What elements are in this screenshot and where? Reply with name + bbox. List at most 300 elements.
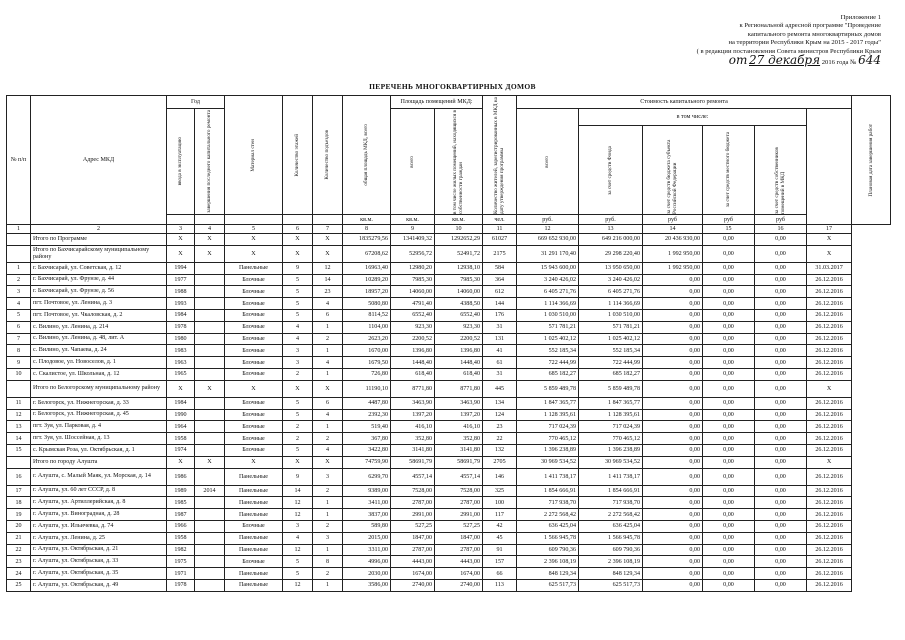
residents-cell: 23 bbox=[483, 421, 517, 433]
year-commission-cell: 1978 bbox=[167, 579, 195, 591]
residents-cell: 124 bbox=[483, 409, 517, 421]
wall-material-cell: Блочные bbox=[225, 433, 283, 445]
year-commission-cell: 1994 bbox=[167, 262, 195, 274]
residents-cell: 612 bbox=[483, 286, 517, 298]
year-repair-cell bbox=[195, 309, 225, 321]
column-number: 7 bbox=[313, 225, 343, 234]
residents-cell: 41 bbox=[483, 345, 517, 357]
residents-cell: 22 bbox=[483, 433, 517, 445]
total-area-cell: 4487,80 bbox=[343, 397, 391, 409]
cost-owners-cell: 0,00 bbox=[755, 274, 807, 286]
completion-date-cell: 26.12.2016 bbox=[807, 520, 852, 532]
wall-material-cell: X bbox=[225, 245, 283, 262]
cost-total-cell: 669 652 930,00 bbox=[517, 234, 579, 246]
unit-cell: руб. bbox=[579, 215, 643, 225]
cost-budget-cell: 20 436 930,00 bbox=[643, 234, 703, 246]
year-repair-cell bbox=[195, 333, 225, 345]
wall-material-cell: Блочные bbox=[225, 286, 283, 298]
cost-budget-cell: 0,00 bbox=[643, 579, 703, 591]
table-row bbox=[7, 274, 891, 286]
completion-date-cell: 26.12.2016 bbox=[807, 485, 852, 497]
entrances-cell: 3 bbox=[313, 532, 343, 544]
area-private-cell: 416,10 bbox=[435, 421, 483, 433]
total-area-cell: 18957,20 bbox=[343, 286, 391, 298]
cost-owners-cell: 0,00 bbox=[755, 286, 807, 298]
floors-cell: 5 bbox=[283, 286, 313, 298]
cost-owners-cell: 0,00 bbox=[755, 262, 807, 274]
unit-cell: чел. bbox=[483, 215, 517, 225]
cost-budget-cell: 0,00 bbox=[643, 509, 703, 521]
area-private-cell: 527,25 bbox=[435, 520, 483, 532]
entrances-cell: 14 bbox=[313, 274, 343, 286]
wall-material-cell: Блочные bbox=[225, 357, 283, 369]
year-repair-cell bbox=[195, 520, 225, 532]
floors-cell: 3 bbox=[283, 345, 313, 357]
area-private-cell: 52491,72 bbox=[435, 245, 483, 262]
header-floors: Количество этажей bbox=[283, 96, 313, 215]
year-repair-cell bbox=[195, 345, 225, 357]
cost-budget-cell: 0,00 bbox=[643, 409, 703, 421]
cost-total-cell: 5 859 489,78 bbox=[517, 380, 579, 397]
year-repair-cell bbox=[195, 444, 225, 456]
column-number: 16 bbox=[755, 225, 807, 234]
cost-local-cell: 0,00 bbox=[703, 286, 755, 298]
floors-cell: X bbox=[283, 234, 313, 246]
cost-total-cell: 770 465,12 bbox=[517, 433, 579, 445]
cost-budget-cell: 1 992 950,00 bbox=[643, 245, 703, 262]
wall-material-cell: Блочные bbox=[225, 556, 283, 568]
wall-material-cell: Панельные bbox=[225, 509, 283, 521]
area-private-cell: 2787,00 bbox=[435, 497, 483, 509]
cost-local-cell: 0,00 bbox=[703, 380, 755, 397]
completion-date-cell: 26.12.2016 bbox=[807, 309, 852, 321]
cost-local-cell: 0,00 bbox=[703, 309, 755, 321]
entrances-cell: 1 bbox=[313, 544, 343, 556]
header-year-commission: ввода в эксплуатацию bbox=[167, 109, 195, 215]
area-private-cell: 618,40 bbox=[435, 368, 483, 380]
entrances-cell: 4 bbox=[313, 444, 343, 456]
total-area-cell: 2623,20 bbox=[343, 333, 391, 345]
completion-date-cell: 31.03.2017 bbox=[807, 262, 852, 274]
year-commission-cell: 1963 bbox=[167, 357, 195, 369]
table-row bbox=[7, 298, 891, 310]
table-row bbox=[7, 309, 891, 321]
year-commission-cell: 1958 bbox=[167, 433, 195, 445]
wall-material-cell: X bbox=[225, 456, 283, 468]
total-area-cell: 8114,52 bbox=[343, 309, 391, 321]
cost-total-cell: 2 272 568,42 bbox=[517, 509, 579, 521]
area-total-cell: 12980,20 bbox=[391, 262, 435, 274]
completion-date-cell: 26.12.2016 bbox=[807, 409, 852, 421]
header-year-group: Год bbox=[167, 96, 225, 109]
cost-local-cell: 0,00 bbox=[703, 579, 755, 591]
entrances-cell: 2 bbox=[313, 568, 343, 580]
address-cell: пгт. Почтовое, ул. Чкаловская, д. 2 bbox=[31, 309, 167, 321]
row-number: 7 bbox=[7, 333, 31, 345]
completion-date-cell: 26.12.2016 bbox=[807, 544, 852, 556]
area-total-cell: 52956,72 bbox=[391, 245, 435, 262]
entrances-cell: 2 bbox=[313, 333, 343, 345]
cost-fund-cell: 6 405 271,76 bbox=[579, 286, 643, 298]
cost-budget-cell: 0,00 bbox=[643, 520, 703, 532]
row-number bbox=[7, 380, 31, 397]
cost-total-cell: 1 847 365,77 bbox=[517, 397, 579, 409]
floors-cell: 5 bbox=[283, 556, 313, 568]
column-number: 15 bbox=[703, 225, 755, 234]
wall-material-cell: Блочные bbox=[225, 309, 283, 321]
table-body bbox=[7, 234, 891, 592]
wall-material-cell: Панельные bbox=[225, 262, 283, 274]
area-total-cell: 1674,00 bbox=[391, 568, 435, 580]
address-cell: Итого по городу Алушта bbox=[31, 456, 167, 468]
area-total-cell: 1341409,32 bbox=[391, 234, 435, 246]
units-blank bbox=[225, 215, 283, 225]
table-row bbox=[7, 556, 891, 568]
floors-cell: 14 bbox=[283, 485, 313, 497]
cost-fund-cell: 636 425,04 bbox=[579, 520, 643, 532]
table-row bbox=[7, 568, 891, 580]
cost-local-cell: 0,00 bbox=[703, 357, 755, 369]
cost-local-cell: 0,00 bbox=[703, 274, 755, 286]
floors-cell: 3 bbox=[283, 520, 313, 532]
wall-material-cell: Блочные bbox=[225, 333, 283, 345]
wall-material-cell: Панельные bbox=[225, 468, 283, 485]
entrances-cell: 4 bbox=[313, 298, 343, 310]
cost-budget-cell: 0,00 bbox=[643, 357, 703, 369]
cost-total-cell: 1 411 738,17 bbox=[517, 468, 579, 485]
area-total-cell: 3141,80 bbox=[391, 444, 435, 456]
unit-cell: кв.м. bbox=[343, 215, 391, 225]
cost-owners-cell: 0,00 bbox=[755, 544, 807, 556]
floors-cell: 5 bbox=[283, 568, 313, 580]
residents-cell: 91 bbox=[483, 544, 517, 556]
annex-header bbox=[551, 14, 881, 67]
cost-local-cell: 0,00 bbox=[703, 397, 755, 409]
cost-owners-cell: 0,00 bbox=[755, 532, 807, 544]
residents-cell: 45 bbox=[483, 532, 517, 544]
cost-budget-cell: 0,00 bbox=[643, 556, 703, 568]
column-number: 1 bbox=[7, 225, 31, 234]
cost-total-cell: 571 781,21 bbox=[517, 321, 579, 333]
year-commission-cell: 1987 bbox=[167, 509, 195, 521]
year-repair-cell bbox=[195, 421, 225, 433]
year-commission-cell: 1971 bbox=[167, 568, 195, 580]
wall-material-cell: Панельные bbox=[225, 532, 283, 544]
cost-local-cell: 0,00 bbox=[703, 444, 755, 456]
total-area-cell: 1670,00 bbox=[343, 345, 391, 357]
entrances-cell: 4 bbox=[313, 357, 343, 369]
row-number: 10 bbox=[7, 368, 31, 380]
table-row bbox=[7, 345, 891, 357]
cost-budget-cell: 0,00 bbox=[643, 397, 703, 409]
year-repair-cell: X bbox=[195, 456, 225, 468]
row-number: 18 bbox=[7, 497, 31, 509]
entrances-cell: 2 bbox=[313, 520, 343, 532]
cost-owners-cell: 0,00 bbox=[755, 409, 807, 421]
address-cell: пгт. Зуя, ул. Парковая, д. 4 bbox=[31, 421, 167, 433]
cost-budget-cell: 0,00 bbox=[643, 568, 703, 580]
table-row bbox=[7, 497, 891, 509]
header-area-group: Площадь помещений МКД: bbox=[391, 96, 483, 109]
table-row bbox=[7, 397, 891, 409]
cost-total-cell: 1 854 666,91 bbox=[517, 485, 579, 497]
completion-date-cell: 26.12.2016 bbox=[807, 433, 852, 445]
cost-fund-cell: 1 030 510,00 bbox=[579, 309, 643, 321]
area-total-cell: 14060,00 bbox=[391, 286, 435, 298]
header-cost-group: Стоимость капитального ремонта bbox=[517, 96, 852, 109]
entrances-cell: 1 bbox=[313, 368, 343, 380]
total-area-cell: 3411,00 bbox=[343, 497, 391, 509]
cost-local-cell: 0,00 bbox=[703, 456, 755, 468]
cost-fund-cell: 1 854 666,91 bbox=[579, 485, 643, 497]
residents-cell: 100 bbox=[483, 497, 517, 509]
wall-material-cell: Блочные bbox=[225, 368, 283, 380]
unit-cell: кв.м. bbox=[391, 215, 435, 225]
cost-total-cell: 3 240 426,02 bbox=[517, 274, 579, 286]
year-repair-cell bbox=[195, 357, 225, 369]
year-repair-cell bbox=[195, 544, 225, 556]
subtotal-row bbox=[7, 245, 891, 262]
column-number: 3 bbox=[167, 225, 195, 234]
cost-budget-cell: 0,00 bbox=[643, 433, 703, 445]
floors-cell: 5 bbox=[283, 397, 313, 409]
entrances-cell: 1 bbox=[313, 509, 343, 521]
total-area-cell: 74759,90 bbox=[343, 456, 391, 468]
table-row bbox=[7, 333, 891, 345]
cost-budget-cell: 1 992 950,00 bbox=[643, 262, 703, 274]
total-area-cell: 6299,70 bbox=[343, 468, 391, 485]
cost-owners-cell: 0,00 bbox=[755, 485, 807, 497]
wall-material-cell: Блочные bbox=[225, 298, 283, 310]
cost-owners-cell: 0,00 bbox=[755, 380, 807, 397]
year-commission-cell: 1982 bbox=[167, 544, 195, 556]
annex-line: ( в редакции постановления Совета министров Республики Крым bbox=[696, 47, 881, 55]
area-total-cell: 58691,79 bbox=[391, 456, 435, 468]
residents-cell: 176 bbox=[483, 309, 517, 321]
year-commission-cell: 1964 bbox=[167, 421, 195, 433]
column-number: 6 bbox=[283, 225, 313, 234]
completion-date-cell: 26.12.2016 bbox=[807, 509, 852, 521]
cost-owners-cell: 0,00 bbox=[755, 444, 807, 456]
row-number: 5 bbox=[7, 309, 31, 321]
annex-line: на территории Республики Крым на 2015 - 2017 годы" bbox=[728, 39, 881, 47]
header-cost-local: за счет средств местного бюджета bbox=[703, 126, 755, 215]
header-wall-material: Материал стен bbox=[225, 96, 283, 215]
row-number bbox=[7, 234, 31, 246]
cost-local-cell: 0,00 bbox=[703, 497, 755, 509]
cost-total-cell: 30 969 534,52 bbox=[517, 456, 579, 468]
row-number: 21 bbox=[7, 532, 31, 544]
total-area-cell: 11190,10 bbox=[343, 380, 391, 397]
floors-cell: X bbox=[283, 456, 313, 468]
total-area-cell: 519,40 bbox=[343, 421, 391, 433]
total-area-cell: 589,80 bbox=[343, 520, 391, 532]
residents-cell: 134 bbox=[483, 397, 517, 409]
residents-cell: 2705 bbox=[483, 456, 517, 468]
area-private-cell: 1847,00 bbox=[435, 532, 483, 544]
completion-date-cell: 26.12.2016 bbox=[807, 397, 852, 409]
address-cell: г. Белогорск, ул. Нижнегорская, д. 33 bbox=[31, 397, 167, 409]
cost-budget-cell: 0,00 bbox=[643, 544, 703, 556]
floors-cell: X bbox=[283, 380, 313, 397]
header-cost-fund: за счет средств Фонда bbox=[579, 126, 643, 215]
cost-owners-cell: 0,00 bbox=[755, 579, 807, 591]
year-commission-cell: 1974 bbox=[167, 444, 195, 456]
completion-date-cell: X bbox=[807, 456, 852, 468]
cost-fund-cell: 722 444,99 bbox=[579, 357, 643, 369]
cost-budget-cell: 0,00 bbox=[643, 321, 703, 333]
address-cell: г. Алушта, ул. Октябрьская, д. 49 bbox=[31, 579, 167, 591]
header-residents: Количество жителей, зарегистрированных в МКД на дату утверждения программы bbox=[483, 96, 517, 215]
row-number: 1 bbox=[7, 262, 31, 274]
floors-cell: 2 bbox=[283, 368, 313, 380]
completion-date-cell: 26.12.2016 bbox=[807, 368, 852, 380]
wall-material-cell: Блочные bbox=[225, 321, 283, 333]
annex-line: к Региональной адресной программе "Проведение bbox=[739, 22, 881, 30]
entrances-cell: 1 bbox=[313, 579, 343, 591]
area-total-cell: 7528,00 bbox=[391, 485, 435, 497]
cost-owners-cell: 0,00 bbox=[755, 333, 807, 345]
completion-date-cell: 26.12.2016 bbox=[807, 286, 852, 298]
completion-date-cell: 26.12.2016 bbox=[807, 497, 852, 509]
table-row bbox=[7, 509, 891, 521]
year-commission-cell: 1990 bbox=[167, 409, 195, 421]
cost-local-cell: 0,00 bbox=[703, 520, 755, 532]
year-repair-cell bbox=[195, 468, 225, 485]
cost-fund-cell: 2 396 108,19 bbox=[579, 556, 643, 568]
residents-cell: 325 bbox=[483, 485, 517, 497]
cost-local-cell: 0,00 bbox=[703, 433, 755, 445]
year-repair-cell bbox=[195, 497, 225, 509]
completion-date-cell: 26.12.2016 bbox=[807, 321, 852, 333]
area-total-cell: 923,30 bbox=[391, 321, 435, 333]
area-total-cell: 8771,80 bbox=[391, 380, 435, 397]
floors-cell: 5 bbox=[283, 309, 313, 321]
header-area-private: в том числе жилых помещений, находящихся в собственности граждан bbox=[435, 109, 483, 215]
entrances-cell: 1 bbox=[313, 421, 343, 433]
year-repair-cell bbox=[195, 509, 225, 521]
header-total-area: общая площадь МКД, всего bbox=[343, 96, 391, 215]
cost-local-cell: 0,00 bbox=[703, 368, 755, 380]
cost-owners-cell: 0,00 bbox=[755, 357, 807, 369]
cost-total-cell: 722 444,99 bbox=[517, 357, 579, 369]
cost-owners-cell: 0,00 bbox=[755, 509, 807, 521]
cost-fund-cell: 13 950 650,00 bbox=[579, 262, 643, 274]
floors-cell: 4 bbox=[283, 532, 313, 544]
floors-cell: X bbox=[283, 245, 313, 262]
entrances-cell: X bbox=[313, 380, 343, 397]
entrances-cell: 2 bbox=[313, 433, 343, 445]
cost-total-cell: 1 030 510,00 bbox=[517, 309, 579, 321]
area-total-cell: 6552,40 bbox=[391, 309, 435, 321]
units-blank bbox=[313, 215, 343, 225]
cost-budget-cell: 0,00 bbox=[643, 444, 703, 456]
units-blank bbox=[167, 215, 195, 225]
residents-cell: 117 bbox=[483, 509, 517, 521]
row-number: 15 bbox=[7, 444, 31, 456]
column-number: 2 bbox=[31, 225, 167, 234]
table-row bbox=[7, 262, 891, 274]
floors-cell: 4 bbox=[283, 321, 313, 333]
document-title: ПЕРЕЧЕНЬ МНОГОКВАРТИРНЫХ ДОМОВ bbox=[369, 82, 536, 91]
address-cell: с. Крымская Роза, ул. Октябрьская, д. 1 bbox=[31, 444, 167, 456]
wall-material-cell: X bbox=[225, 234, 283, 246]
year-commission-cell: 1980 bbox=[167, 333, 195, 345]
year-label: 2016 года № bbox=[821, 59, 857, 67]
row-number: 19 bbox=[7, 509, 31, 521]
cost-fund-cell: 2 272 568,42 bbox=[579, 509, 643, 521]
cost-total-cell: 2 396 108,19 bbox=[517, 556, 579, 568]
row-number: 2 bbox=[7, 274, 31, 286]
row-number bbox=[7, 245, 31, 262]
floors-cell: 3 bbox=[283, 357, 313, 369]
area-total-cell: 1448,40 bbox=[391, 357, 435, 369]
completion-date-cell: 26.12.2016 bbox=[807, 421, 852, 433]
residents-cell: 61 bbox=[483, 357, 517, 369]
row-number: 14 bbox=[7, 433, 31, 445]
address-cell: г. Белогорск, ул. Нижнегорская, д. 45 bbox=[31, 409, 167, 421]
year-repair-cell bbox=[195, 579, 225, 591]
completion-date-cell: X bbox=[807, 245, 852, 262]
residents-cell: 31 bbox=[483, 321, 517, 333]
cost-local-cell: 0,00 bbox=[703, 556, 755, 568]
column-number: 14 bbox=[643, 225, 703, 234]
cost-total-cell: 552 185,34 bbox=[517, 345, 579, 357]
completion-date-cell: X bbox=[807, 380, 852, 397]
cost-total-cell: 717 938,70 bbox=[517, 497, 579, 509]
area-private-cell: 12938,10 bbox=[435, 262, 483, 274]
row-number: 23 bbox=[7, 556, 31, 568]
area-private-cell: 3463,90 bbox=[435, 397, 483, 409]
wall-material-cell: Блочные bbox=[225, 520, 283, 532]
area-total-cell: 3463,90 bbox=[391, 397, 435, 409]
row-number: 20 bbox=[7, 520, 31, 532]
unit-cell: руб. bbox=[517, 215, 579, 225]
total-area-cell: 1679,50 bbox=[343, 357, 391, 369]
address-cell: г. Алушта, ул. Ильичевка, д. 74 bbox=[31, 520, 167, 532]
entrances-cell: 12 bbox=[313, 262, 343, 274]
cost-budget-cell: 0,00 bbox=[643, 421, 703, 433]
cost-fund-cell: 1 396 238,89 bbox=[579, 444, 643, 456]
header-address: Адрес МКД bbox=[31, 96, 167, 225]
cost-owners-cell: 0,00 bbox=[755, 397, 807, 409]
total-area-cell: 16963,40 bbox=[343, 262, 391, 274]
area-total-cell: 2200,52 bbox=[391, 333, 435, 345]
year-commission-cell: 1977 bbox=[167, 274, 195, 286]
row-number: 3 bbox=[7, 286, 31, 298]
cost-total-cell: 1 128 395,61 bbox=[517, 409, 579, 421]
row-number: 6 bbox=[7, 321, 31, 333]
year-repair-cell: X bbox=[195, 245, 225, 262]
cost-owners-cell: 0,00 bbox=[755, 298, 807, 310]
wall-material-cell: Панельные bbox=[225, 497, 283, 509]
header-area-total: всего bbox=[391, 109, 435, 215]
cost-local-cell: 0,00 bbox=[703, 544, 755, 556]
year-commission-cell: 1975 bbox=[167, 556, 195, 568]
annex-line: Приложение 1 bbox=[840, 14, 881, 21]
unit-cell: руб bbox=[703, 215, 755, 225]
area-total-cell: 4557,14 bbox=[391, 468, 435, 485]
cost-budget-cell: 0,00 bbox=[643, 345, 703, 357]
table-row bbox=[7, 286, 891, 298]
year-commission-cell: 1966 bbox=[167, 520, 195, 532]
cost-total-cell: 1 114 366,69 bbox=[517, 298, 579, 310]
address-cell: пгт. Зуя, ул. Шоссейная, д. 13 bbox=[31, 433, 167, 445]
cost-local-cell: 0,00 bbox=[703, 532, 755, 544]
wall-material-cell: Блочные bbox=[225, 409, 283, 421]
address-cell: г. Алушта, ул. Октябрьская, д. 33 bbox=[31, 556, 167, 568]
address-cell: с. Вилино, ул. Ленина, д. 48, лит. А bbox=[31, 333, 167, 345]
